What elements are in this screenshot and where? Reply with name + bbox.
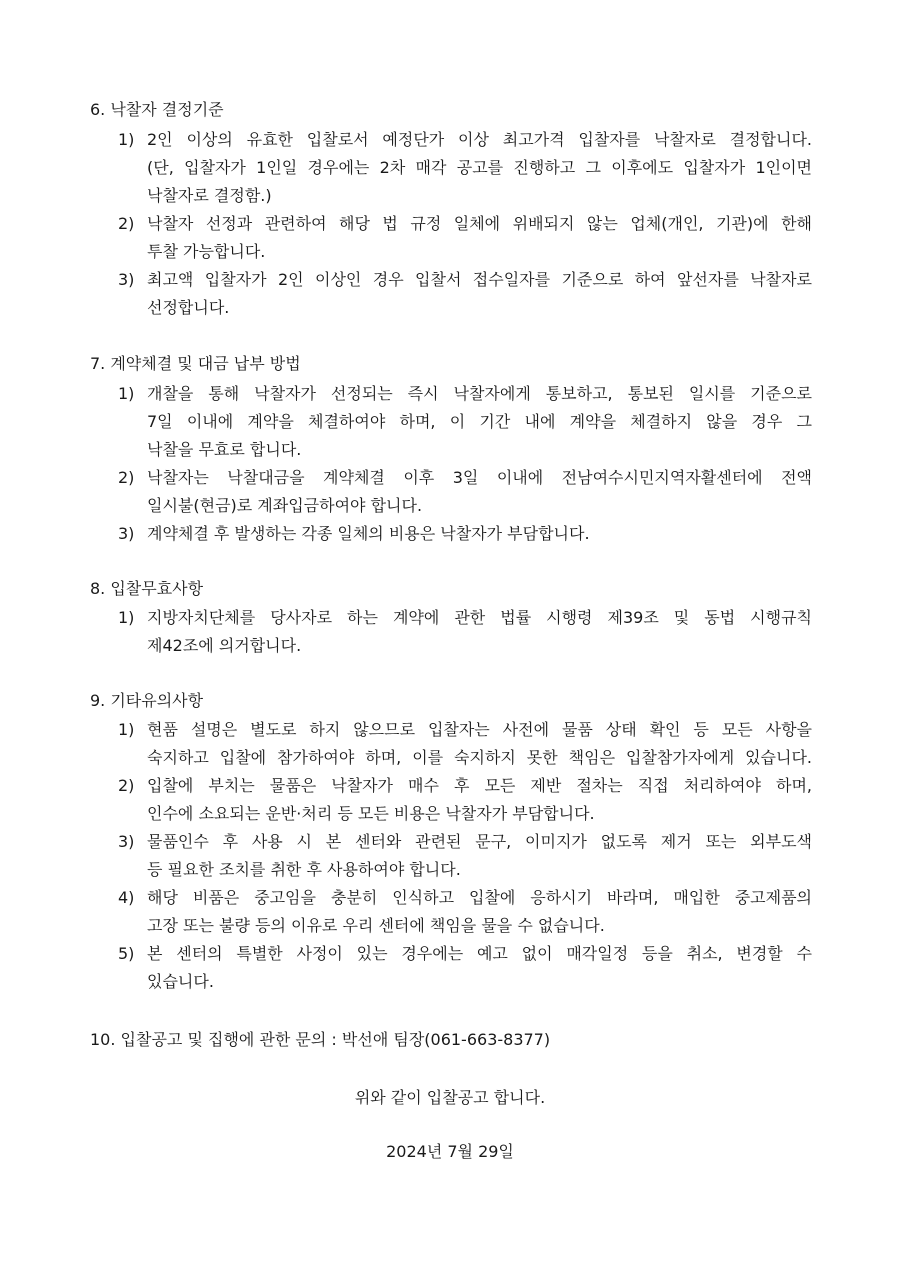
item-line: 계약체결 후 발생하는 각종 일체의 비용은 낙찰자가 부담합니다. <box>147 524 590 543</box>
item-number: 1) <box>118 720 135 739</box>
item-line: 고장 또는 불량 등의 이유로 우리 센터에 책임을 물을 수 없습니다. <box>147 916 605 935</box>
item-line: 숙지하고 입찰에 참가하여야 하며, 이를 숙지하지 못한 책임은 입찰참가자에게 있습니다. <box>147 748 812 767</box>
item-line: 물품인수 후 사용 시 본 센터와 관련된 문구, 이미지가 없도록 제거 또는 외부도색 <box>147 832 812 851</box>
item-line: 입찰에 부치는 물품은 낙찰자가 매수 후 모든 제반 절차는 직접 처리하여야 하며, <box>147 776 812 795</box>
item-number: 5) <box>118 944 135 963</box>
item-line: 투찰 가능합니다. <box>147 242 266 261</box>
inquiry-line: 10. 입찰공고 및 집행에 관한 문의 : 박선애 팀장(061-663-8377) <box>90 1030 551 1049</box>
item-line: 해당 비품은 중고임을 충분히 인식하고 입찰에 응하시기 바라며, 매입한 중고제품의 <box>147 888 812 907</box>
item-line: 2인 이상의 유효한 입찰로서 예정단가 이상 최고가격 입찰자를 낙찰자로 결정합니다. <box>147 130 812 149</box>
item-line: 개찰을 통해 낙찰자가 선정되는 즉시 낙찰자에게 통보하고, 통보된 일시를 기준으로 <box>147 384 812 403</box>
item-number: 3) <box>118 832 135 851</box>
section-9-title: 9. 기타유의사항 <box>90 691 204 710</box>
item-line: 있습니다. <box>147 972 214 991</box>
section-8-title: 8. 입찰무효사항 <box>90 579 204 598</box>
item-line: 최고액 입찰자가 2인 이상인 경우 입찰서 접수일자를 기준으로 하여 앞선자를 낙찰자로 <box>147 270 812 289</box>
item-number: 1) <box>118 608 135 627</box>
item-line: 지방자치단체를 당사자로 하는 계약에 관한 법률 시행령 제39조 및 동법 시행규칙 <box>147 608 812 627</box>
item-line: 일시불(현금)로 계좌입금하여야 합니다. <box>147 496 423 515</box>
item-line: 인수에 소요되는 운반·처리 등 모든 비용은 낙찰자가 부담합니다. <box>147 804 595 823</box>
section-6-title: 6. 낙찰자 결정기준 <box>90 100 224 119</box>
item-line: 7일 이내에 계약을 체결하여야 하며, 이 기간 내에 계약을 체결하지 않을 경우 그 <box>147 412 812 431</box>
item-number: 1) <box>118 130 135 149</box>
item-line: 제42조에 의거합니다. <box>147 636 302 655</box>
section-7-title: 7. 계약체결 및 대금 납부 방법 <box>90 354 301 373</box>
item-line: 낙찰을 무효로 합니다. <box>147 440 302 459</box>
item-number: 3) <box>118 524 135 543</box>
item-line: 선정합니다. <box>147 298 230 317</box>
item-number: 2) <box>118 776 135 795</box>
item-line: 낙찰자로 결정함.) <box>147 186 272 205</box>
item-line: 본 센터의 특별한 사정이 있는 경우에는 예고 없이 매각일정 등을 취소, 변경할 수 <box>147 944 812 963</box>
item-line: 현품 설명은 별도로 하지 않으므로 입찰자는 사전에 물품 상태 확인 등 모든 사항을 <box>147 720 812 739</box>
item-number: 4) <box>118 888 135 907</box>
item-number: 2) <box>118 468 135 487</box>
item-number: 3) <box>118 270 135 289</box>
item-line: 낙찰자 선정과 관련하여 해당 법 규정 일체에 위배되지 않는 업체(개인, 기관)에 한해 <box>147 214 812 233</box>
item-number: 1) <box>118 384 135 403</box>
item-line: (단, 입찰자가 1인일 경우에는 2차 매각 공고를 진행하고 그 이후에도 입찰자가 1인이면 <box>147 158 812 177</box>
item-line: 낙찰자는 낙찰대금을 계약체결 이후 3일 이내에 전남여수시민지역자활센터에 전액 <box>147 468 812 487</box>
document-date: 2024년 7월 29일 <box>386 1142 514 1161</box>
closing-statement: 위와 같이 입찰공고 합니다. <box>354 1088 546 1107</box>
item-line: 등 필요한 조치를 취한 후 사용하여야 합니다. <box>147 860 461 879</box>
item-number: 2) <box>118 214 135 233</box>
